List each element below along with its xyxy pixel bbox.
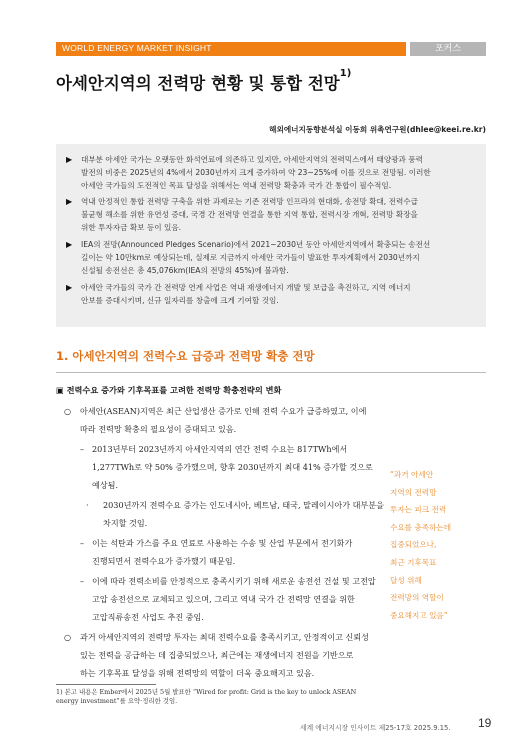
sidebar-quote-line: 중요해지고 있음”	[390, 610, 448, 620]
paragraph-marker: ○	[64, 406, 72, 416]
subsection-heading: ▣ 전력수요 증가와 기후목표를 고려한 전력망 확충전략의 변화	[56, 385, 282, 395]
paragraph-marker: ·	[86, 500, 89, 510]
sidebar-quote-line: 달성 위해	[390, 575, 422, 585]
paragraph-marker: –	[80, 538, 85, 548]
paragraph-marker: ○	[64, 632, 72, 642]
summary-item	[66, 281, 456, 307]
summary-line: 길이는 약 10만km로 예상되는데, 실제로 지금까지 아세안 국가들이 발표한 투자계획에서 2030년까지	[81, 253, 420, 262]
sidebar-quote-line: 투자는 피크 전력	[390, 505, 447, 515]
page-title	[56, 70, 351, 94]
paragraph-line: 아세안(ASEAN)지역은 최근 산업생산 증가로 인해 전력 수요가 급증하였고, 이에	[80, 406, 367, 416]
sidebar-quote	[390, 466, 451, 624]
summary-line: IEA의 전망(Announced Pledges Scenario)에서 2021~2030년 동안 아세안지역에서 확충되는 송전선	[81, 240, 431, 249]
sidebar-quote-line: 최근 기후목표	[390, 557, 437, 567]
summary-line: 불균형 해소를 위한 유연성 증대, 국경 간 전력망 연결을 통한 지역 통합, 전력시장 개혁, 전력망 확장을	[81, 210, 418, 219]
triangle-bullet-icon: ▶	[66, 197, 73, 206]
paragraph-line: 있는 전력을 공급하는 데 집중되었으나, 최근에는 재생에너지 전원을 기반으로	[80, 650, 354, 660]
title-footnote-ref: 1)	[339, 68, 352, 79]
sidebar-quote-line: 전력망의 역할이	[390, 593, 444, 603]
paragraph-line: 따라 전력망 확충의 필요성이 증대되고 있음.	[80, 424, 237, 434]
paragraph-line: 2013년부터 2023년까지 아세안지역의 연간 전력 수요는 817TWh에서	[92, 444, 348, 454]
summary-line: 대부분 아세안 국가는 오랫동안 화석연료에 의존하고 있지만, 아세안지역의 전력믹스에서 태양광과 풍력	[81, 155, 423, 164]
page-number: 19	[478, 716, 492, 730]
summary-line: 아세안 국가들의 도전적인 목표 달성을 위해서는 역내 전력망 확충과 국가 간 통합이 필수적임.	[81, 181, 392, 190]
summary-line: 위한 투자자금 확보 등이 있음.	[81, 223, 182, 232]
footnote	[56, 688, 356, 706]
triangle-bullet-icon: ▶	[66, 240, 73, 249]
summary-line: 역내 안정적인 통합 전력망 구축을 위한 과제로는 기존 전력망 인프라의 현대화, 송전망 확대, 전력수급	[81, 197, 418, 206]
footnote-line: 1) 본고 내용은 Ember에서 2025년 5월 발표한 “Wired for profit: Grid is the key to unlock ASEAN	[56, 688, 357, 696]
summary-item	[66, 238, 456, 277]
sidebar-quote-line: 집중되었으나,	[390, 540, 437, 550]
section-divider	[56, 372, 486, 373]
paragraph-marker: –	[80, 576, 85, 586]
paragraph-marker: –	[80, 444, 85, 454]
summary-line: 안보를 증대시키며, 신규 일자리를 창출에 크게 기여할 것임.	[81, 296, 279, 305]
footnote-divider	[56, 684, 156, 685]
header-label: WORLD ENERGY MARKET INSIGHT	[62, 43, 212, 53]
header-banner	[56, 42, 406, 56]
paragraph-line: 진행되면서 전력수요가 증가했기 때문임.	[92, 556, 236, 566]
summary-line: 신설될 송전선은 총 45,076km(IEA의 전망의 45%)에 불과함.	[81, 266, 289, 275]
footer-publication-info: 세계 에너지시장 인사이트 제25-17호 2025.9.15.	[300, 724, 451, 732]
summary-item	[66, 195, 456, 234]
author-line: 해외에너지동향분석실 이동희 위촉연구원(dhlee@keei.re.kr)	[269, 125, 486, 134]
summary-line: 발전의 비중은 2025년의 4%에서 2030년까지 크게 증가하여 약 23~25%에 이를 것으로 전망됨. 이러한	[81, 168, 431, 177]
triangle-bullet-icon: ▶	[66, 155, 73, 164]
section-tag-label: 포커스	[434, 44, 462, 54]
summary-line: 아세안 국가들의 국가 간 전력망 연계 사업은 역내 재생에너지 개발 및 보급을 촉진하고, 지역 에너지	[81, 283, 411, 292]
paragraph-line: 이에 따라 전력소비를 안정적으로 충족시키기 위해 새로운 송전선 건설 및 고전압	[92, 576, 376, 586]
paragraph-line: 2030년까지 전력수요 증가는 인도네시아, 베트남, 태국, 말레이시아가 대부분을	[103, 500, 384, 510]
summary-box	[56, 144, 486, 327]
paragraph-line: 예상됨.	[92, 480, 119, 490]
sidebar-quote-line: 지역의 전력망	[390, 487, 437, 497]
paragraph-line: 차지할 것임.	[103, 518, 148, 528]
sidebar-quote-line: 수요를 충족하는데	[390, 522, 452, 532]
summary-item	[66, 153, 456, 192]
page-title-text: 아세안지역의 전력망 현황 및 통합 전망	[56, 74, 340, 93]
section-tag	[410, 42, 486, 56]
paragraph-line: 과거 아세안지역의 전력망 투자는 최대 전력수요를 충족시키고, 안정적이고 신뢰성	[80, 632, 369, 642]
paragraph-line: 1,277TWh로 약 50% 증가했으며, 향후 2030년까지 최대 41% 증가할 것으로	[92, 462, 373, 472]
footnote-line: energy investment”를 요약·정리한 것임.	[56, 697, 178, 705]
paragraph-line: 하는 기후목표 달성을 위해 전력망의 역할이 더욱 중요해지고 있음.	[80, 668, 315, 678]
paragraph-line: 고압직류송전 사업도 추진 중임.	[92, 612, 204, 622]
triangle-bullet-icon: ▶	[66, 283, 73, 292]
paragraph-line: 이는 석탄과 가스를 주요 연료로 사용하는 수송 및 산업 부문에서 전기화가	[92, 538, 353, 548]
paragraph-line: 고압 송전선으로 교체되고 있으며, 그리고 역내 국가 간 전력망 연결을 위한	[92, 594, 355, 604]
section-heading: 1. 아세안지역의 전력수요 급증과 전력망 확충 전망	[56, 349, 315, 363]
sidebar-quote-line: “과거 아세안	[390, 470, 434, 479]
